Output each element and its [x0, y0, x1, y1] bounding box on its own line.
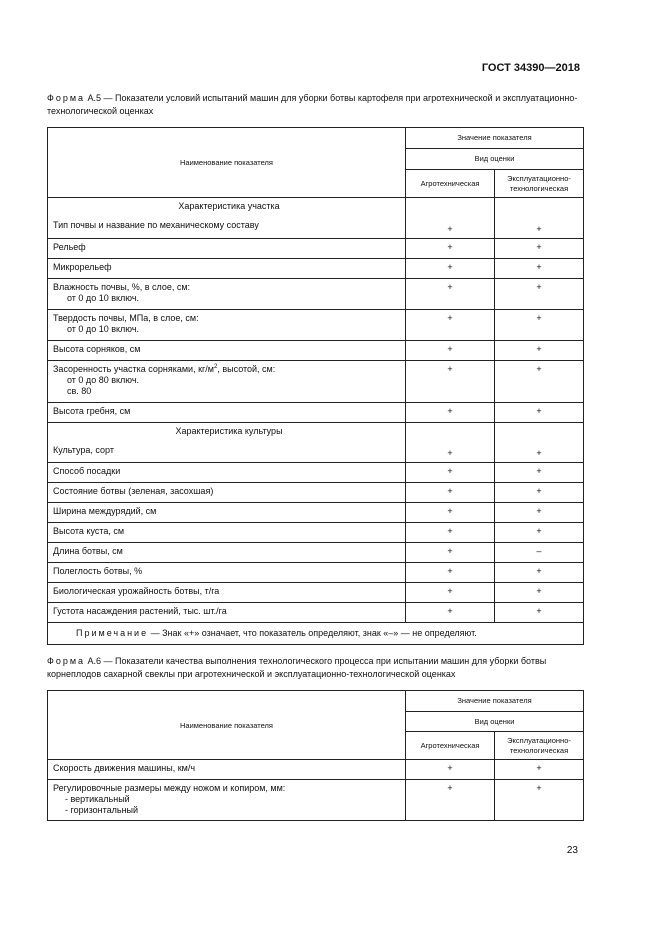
- row-label: Культура, сорт: [53, 445, 114, 455]
- cell-agro: +: [406, 259, 495, 279]
- row-label: Полеглость ботвы, %: [48, 563, 406, 583]
- table-row: [48, 503, 584, 523]
- cell-agro: +: [406, 543, 495, 563]
- section-title-crop: Характеристика культуры: [175, 426, 283, 436]
- row-label: Высота гребня, см: [48, 403, 406, 423]
- row-sublabel: от 0 до 10 включ.: [67, 293, 140, 303]
- cell-agro: +: [406, 463, 495, 483]
- cell-agro: +: [406, 760, 495, 780]
- cell-agro: +: [406, 780, 495, 821]
- section-title-site: Характеристика участка: [178, 201, 280, 211]
- row-label: Высота куста, см: [48, 523, 406, 543]
- cell-expl: +: [495, 239, 584, 259]
- table-row: [48, 198, 584, 239]
- form-a5-caption: [47, 92, 583, 118]
- cell-expl: –: [495, 543, 584, 563]
- row-label: Состояние ботвы (зеленая, засохшая): [48, 483, 406, 503]
- form-a5-caption-text: А.5 — Показатели условий испытаний машин для уборки ботвы картофеля при агротехнической и эксплуатационно-технологической оценках: [47, 93, 578, 116]
- cell-agro: +: [406, 279, 495, 310]
- cell-expl: +: [495, 780, 584, 821]
- table-row: [48, 341, 584, 361]
- column-header-type: Вид оценки: [406, 712, 584, 732]
- cell-expl: +: [495, 310, 584, 341]
- form-a5-table: [47, 127, 584, 645]
- column-header-agro: Агротехническая: [406, 732, 495, 760]
- standard-number: ГОСТ 34390—2018: [481, 62, 580, 74]
- table-row: [48, 483, 584, 503]
- cell-agro: +: [406, 361, 495, 403]
- row-label: [53, 364, 275, 374]
- table-row: [48, 239, 584, 259]
- column-header-agro: Агротехническая: [406, 170, 495, 198]
- table-row: [48, 760, 584, 780]
- form-a6-caption-text: А.6 — Показатели качества выполнения технологического процесса при испытании машин для уборки ботвы корнеплодов сахарной свеклы при агротехнической и эксплуатационно-технологической оценках: [47, 656, 547, 679]
- row-sublabel: от 0 до 80 включ.: [67, 375, 140, 385]
- table-row: [48, 543, 584, 563]
- row-label: Влажность почвы, %, в слое, см:: [53, 282, 191, 292]
- row-label: Скорость движения машины, км/ч: [48, 760, 406, 780]
- table-row: [48, 361, 584, 403]
- cell-agro: +: [406, 423, 495, 463]
- table-row: [48, 279, 584, 310]
- row-label: Регулировочные размеры между ножом и копиром, мм:: [53, 783, 286, 793]
- row-label: Тип почвы и название по механическому составу: [53, 220, 259, 230]
- cell-expl: +: [495, 583, 584, 603]
- table-row: [48, 463, 584, 483]
- cell-expl: +: [495, 563, 584, 583]
- cell-agro: +: [406, 341, 495, 361]
- row-label: Высота сорняков, см: [48, 341, 406, 361]
- cell-expl: +: [495, 259, 584, 279]
- table-note: [48, 623, 584, 645]
- cell-expl: +: [495, 403, 584, 423]
- table-row: [48, 603, 584, 623]
- cell-agro: +: [406, 503, 495, 523]
- row-label: Твердость почвы, МПа, в слое, см:: [53, 313, 199, 323]
- cell-agro: +: [406, 198, 495, 239]
- row-label: Длина ботвы, см: [48, 543, 406, 563]
- note-text: — Знак «+» означает, что показатель определяют, знак «–» — не определяют.: [148, 628, 477, 638]
- row-sublabel: от 0 до 10 включ.: [67, 324, 140, 334]
- form-a5-caption-word: Форма: [47, 93, 86, 103]
- row-label: Микрорельеф: [48, 259, 406, 279]
- table-row: [48, 780, 584, 821]
- cell-expl: +: [495, 463, 584, 483]
- cell-expl: +: [495, 523, 584, 543]
- column-header-expl: Эксплуатационно-технологическая: [495, 732, 584, 760]
- cell-agro: +: [406, 483, 495, 503]
- column-header-name: Наименование показателя: [48, 128, 406, 198]
- row-label-text: Засоренность участка сорняками, кг/м: [53, 364, 214, 374]
- table-row: [48, 423, 584, 463]
- table-row: [48, 523, 584, 543]
- cell-agro: +: [406, 239, 495, 259]
- cell-expl: +: [495, 361, 584, 403]
- table-row: [48, 310, 584, 341]
- column-header-value: Значение показателя: [406, 691, 584, 712]
- cell-expl: +: [495, 503, 584, 523]
- form-a6-table: [47, 690, 584, 821]
- cell-agro: +: [406, 583, 495, 603]
- cell-expl: +: [495, 483, 584, 503]
- cell-expl: +: [495, 603, 584, 623]
- table-row: [48, 259, 584, 279]
- table-row: [48, 583, 584, 603]
- cell-expl: +: [495, 198, 584, 239]
- note-word: Примечание: [76, 628, 149, 638]
- column-header-name: Наименование показателя: [48, 691, 406, 760]
- row-sublabel: - вертикальный: [65, 794, 130, 804]
- row-sublabel: - горизонтальный: [65, 805, 139, 815]
- cell-expl: +: [495, 341, 584, 361]
- row-label: Способ посадки: [48, 463, 406, 483]
- column-header-expl: Эксплуатационно-технологическая: [495, 170, 584, 198]
- cell-agro: +: [406, 403, 495, 423]
- row-sublabel: св. 80: [67, 386, 92, 396]
- cell-expl: +: [495, 423, 584, 463]
- cell-expl: +: [495, 760, 584, 780]
- form-a6-caption-word: Форма: [47, 656, 86, 666]
- row-label: Ширина междурядий, см: [48, 503, 406, 523]
- row-label: Густота насаждения растений, тыс. шт./га: [48, 603, 406, 623]
- page-number: 23: [566, 845, 578, 856]
- cell-agro: +: [406, 603, 495, 623]
- cell-agro: +: [406, 523, 495, 543]
- column-header-value: Значение показателя: [406, 128, 584, 149]
- cell-agro: +: [406, 310, 495, 341]
- row-label: Биологическая урожайность ботвы, т/га: [48, 583, 406, 603]
- row-label-text-end: , высотой, см:: [217, 364, 276, 374]
- table-row: [48, 563, 584, 583]
- table-row: [48, 403, 584, 423]
- row-label: Рельеф: [48, 239, 406, 259]
- cell-expl: +: [495, 279, 584, 310]
- table-note-row: [48, 623, 584, 645]
- form-a6-caption: [47, 655, 583, 681]
- cell-agro: +: [406, 563, 495, 583]
- column-header-type: Вид оценки: [406, 149, 584, 170]
- row-label-superscript: 2: [214, 364, 218, 370]
